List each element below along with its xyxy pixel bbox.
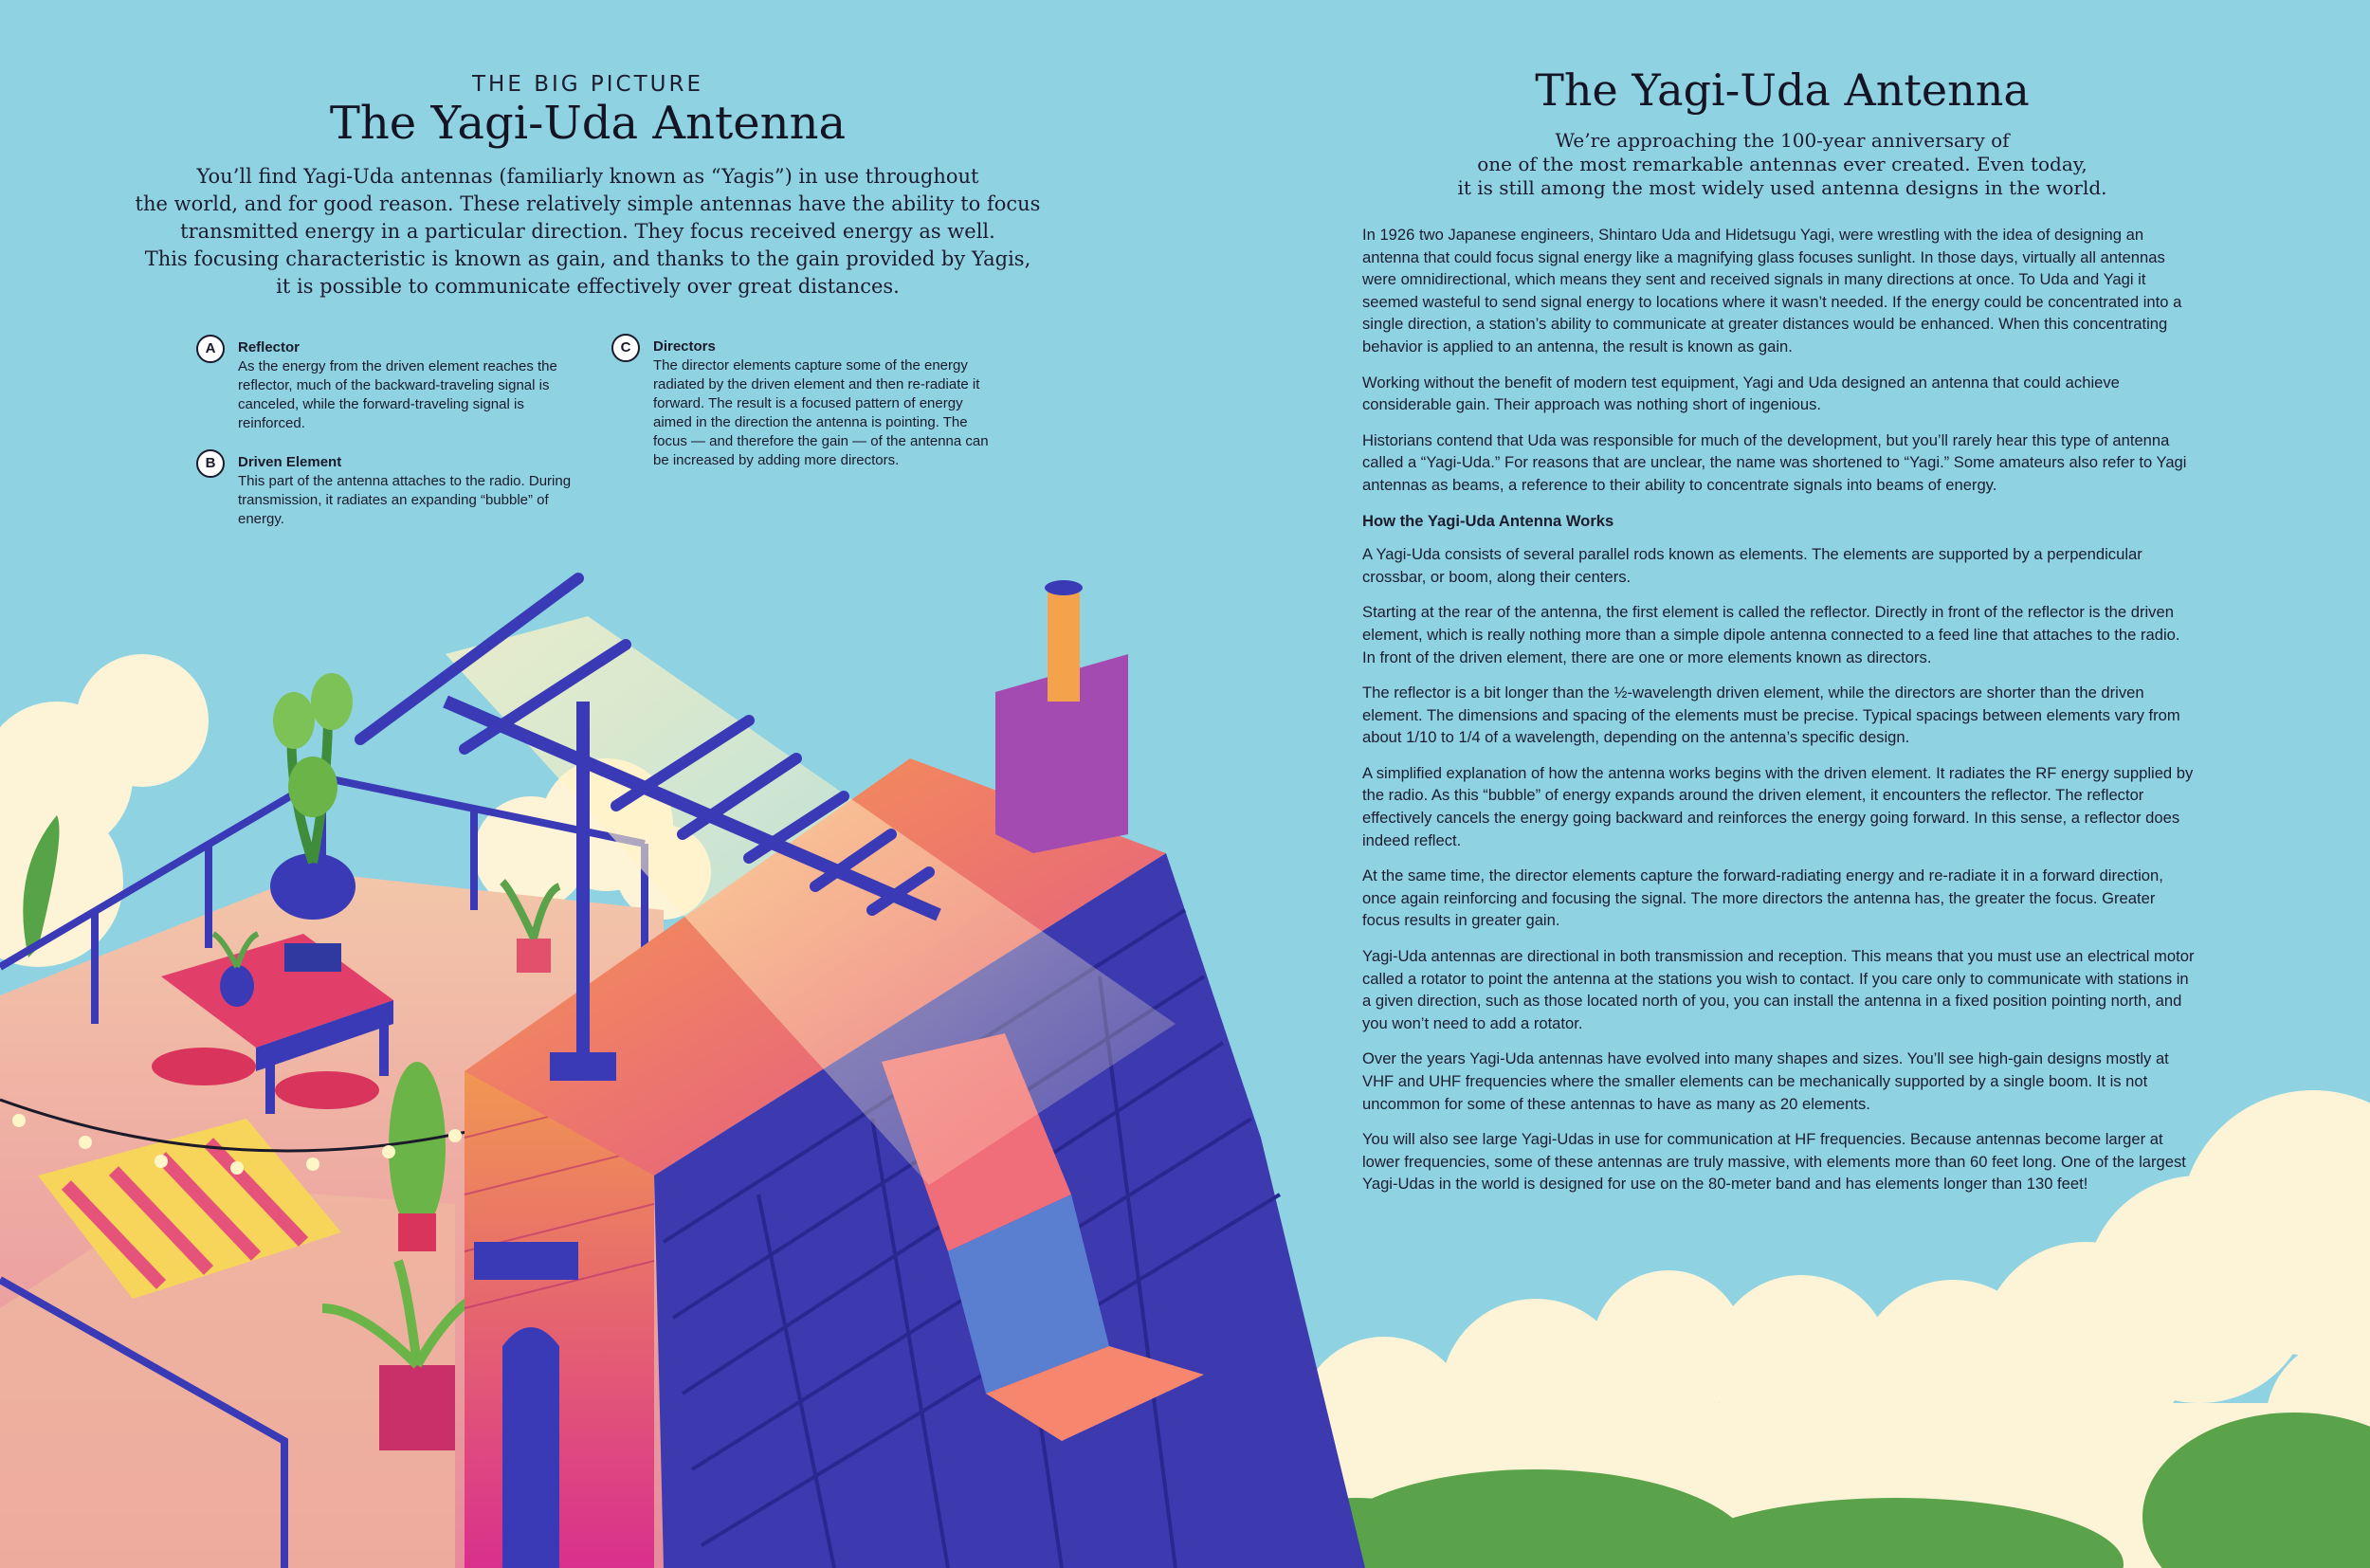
callout-title: Driven Element bbox=[238, 454, 342, 470]
paragraph: Working without the benefit of modern test equipment, Yagi and Uda designed an antenna that could achieve considerable gain. Their approach was nothing short of ingenious. bbox=[1362, 373, 2120, 414]
callout-body: The director elements capture some of the energy radiated by the driven element and then re-radiate it forward. The result is a focused pattern of energy aimed in the direction the antenna is pointing. The focus — and therefore the gain — of the antenna can be increased by adding more directors. bbox=[653, 357, 989, 468]
paragraph: A simplified explanation of how the antenna works begins with the driven element. It radiates the RF energy supplied by the radio. As this “bubble” of energy expands around the driven element, it encounters the reflector. The reflector effectively cancels the energy going backward and reinforces the energy going forward. In this sense, a reflector does indeed reflect. bbox=[1362, 763, 2194, 849]
callout-body: This part of the antenna attaches to the radio. During transmission, it radiates an expanding “bubble” of energy. bbox=[238, 473, 572, 527]
paragraph: A Yagi-Uda consists of several parallel rods known as elements. The elements are supported by a perpendicular crossbar, or boom, along their centers. bbox=[1362, 545, 2142, 586]
intro-line: one of the most remarkable antennas ever created. Even today, bbox=[1477, 153, 2087, 175]
right-page-title: The Yagi-Uda Antenna bbox=[1535, 64, 2030, 116]
left-intro bbox=[133, 163, 1043, 301]
intro-line: This focusing characteristic is known as gain, and thanks to the gain provided by Yagis, bbox=[144, 247, 1031, 270]
paragraph: The reflector is a bit longer than the ½-wavelength driven element, while the directors are shorter than the driven element. The dimensions and spacing of the elements must be precise. Typical spacings between elements vary from about 1/10 to 1/4 of a wavelength, depending on the antenna’s specific design. bbox=[1362, 684, 2180, 747]
callout-reflector bbox=[205, 338, 579, 433]
callout-badge: C bbox=[611, 334, 640, 362]
paragraph: At the same time, the director elements capture the forward-radiating energy and re-radiate it in a forward direction, once again reinforcing and focusing the signal. The more directors the antenna has, the greater the focus. Greater focus results in greater gain. bbox=[1362, 866, 2163, 930]
callout-title: Directors bbox=[653, 338, 716, 355]
paragraph: Starting at the rear of the antenna, the first element is called the reflector. Directly in front of the reflector is the driven element, which is really nothing more than a simple dipole antenna connected to a feed line that attaches to the radio. In front of the driven element, there are one or more elements known as directors. bbox=[1362, 603, 2180, 666]
paragraph: You will also see large Yagi-Udas in use for communication at HF frequencies. Because antennas become larger at lower frequencies, some of these antennas are truly massive, with elements more than 60 feet long. One of the largest Yagi-Udas in the world is designed for use on the 80-meter band and has elements longer than 130 feet! bbox=[1362, 1130, 2186, 1194]
callout-driven-element bbox=[205, 453, 579, 529]
paragraph: Yagi-Uda antennas are directional in both transmission and reception. This means that you must use an electrical motor called a rotator to point the antenna at the stations you wish to contact. If you care only to communicate with stations in a given direction, such as those located north of you, you can install the antenna in a fixed position pointing north, and you won’t need to add a rotator. bbox=[1362, 947, 2195, 1032]
callout-directors bbox=[620, 337, 990, 470]
callout-title: Reflector bbox=[238, 339, 301, 356]
intro-line: We’re approaching the 100-year anniversary of bbox=[1555, 129, 2010, 152]
intro-line: transmitted energy in a particular direction. They focus received energy as well. bbox=[180, 220, 995, 243]
section-kicker: THE BIG PICTURE bbox=[472, 72, 703, 97]
article-body bbox=[1362, 224, 2197, 1209]
intro-line: it is still among the most widely used antenna designs in the world. bbox=[1457, 176, 2107, 199]
paragraph: In 1926 two Japanese engineers, Shintaro Uda and Hidetsugu Yagi, were wrestling with the idea of designing an antenna that could focus signal energy like a magnifying glass focuses sunlight. In those days, virtually all antennas were omnidirectional, which means they sent and received signals in many directions at once. To Uda and Yagi it seemed wasteful to send signal energy to locations where it wasn’t needed. If the energy could be concentrated into a single direction, a station’s ability to communicate at greater distances would be enhanced. When this concentrating behavior is applied to an antenna, the result is known as gain. bbox=[1362, 226, 2182, 356]
left-page-title: The Yagi-Uda Antenna bbox=[329, 97, 847, 150]
right-intro bbox=[1346, 129, 2218, 200]
intro-line: You’ll find Yagi-Uda antennas (familiarly known as “Yagis”) in use throughout bbox=[196, 165, 979, 188]
intro-line: it is possible to communicate effectively over great distances. bbox=[276, 275, 900, 298]
callout-badge: A bbox=[196, 335, 225, 363]
subheading: How the Yagi-Uda Antenna Works bbox=[1362, 511, 1614, 530]
intro-line: the world, and for good reason. These relatively simple antennas have the ability to focus bbox=[135, 192, 1041, 215]
callout-body: As the energy from the driven element reaches the reflector, much of the backward-traveling signal is canceled, while the forward-traveling signal is reinforced. bbox=[238, 358, 557, 431]
paragraph: Over the years Yagi-Uda antennas have evolved into many shapes and sizes. You’ll see high-gain designs mostly at VHF and UHF frequencies where the smaller elements can be mechanically supported by a single boom. It is not uncommon for some of these antennas to have as many as 20 elements. bbox=[1362, 1049, 2169, 1113]
callout-badge: B bbox=[196, 449, 225, 478]
paragraph: Historians contend that Uda was responsible for much of the development, but you’ll rarely hear this type of antenna called a “Yagi-Uda.” For reasons that are unclear, the name was shortened to “Yagi.” Some amateurs also refer to Yagi antennas as beams, a reference to their ability to concentrate signals into beams of energy. bbox=[1362, 430, 2187, 494]
